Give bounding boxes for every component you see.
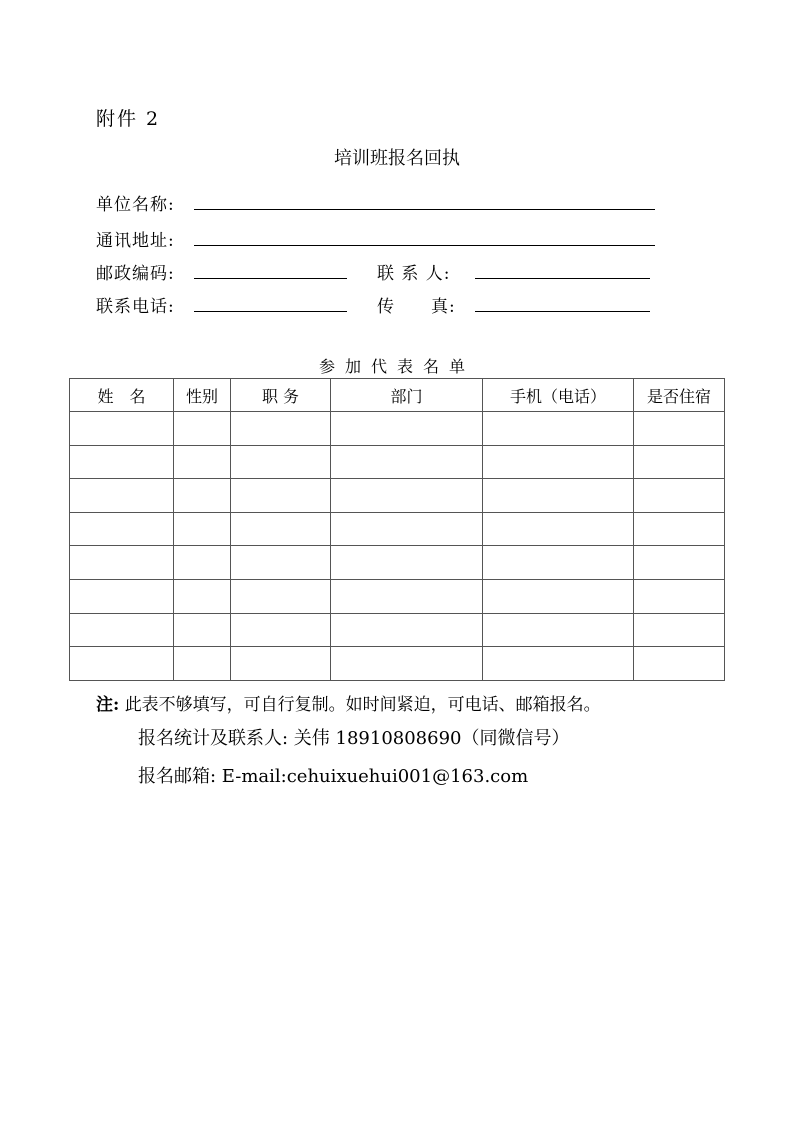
table-cell[interactable] [231, 647, 331, 681]
note-prefix: 注: [96, 695, 120, 715]
table-cell[interactable] [483, 613, 634, 647]
table-cell[interactable] [174, 613, 231, 647]
roster-title: 参加代表名单 [318, 357, 475, 376]
table-cell[interactable] [634, 613, 725, 647]
unit-name-label: 单位名称: [96, 195, 175, 215]
table-cell[interactable] [331, 412, 483, 446]
table-row [70, 445, 725, 479]
table-cell[interactable] [231, 479, 331, 513]
table-cell[interactable] [331, 546, 483, 580]
note-text: 此表不够填写，可自行复制。如时间紧迫，可电话、邮箱报名。 [124, 695, 601, 715]
header-lodging: 是否住宿 [634, 379, 725, 412]
table-row [70, 546, 725, 580]
address-label: 通讯地址: [96, 231, 175, 251]
table-cell[interactable] [483, 579, 634, 613]
table-cell[interactable] [174, 479, 231, 513]
header-gender: 性别 [174, 379, 231, 412]
table-cell[interactable] [174, 546, 231, 580]
table-cell[interactable] [231, 546, 331, 580]
header-phone: 手机（电话） [483, 379, 634, 412]
page-title: 培训班报名回执 [334, 148, 460, 169]
header-position: 职 务 [231, 379, 331, 412]
table-cell[interactable] [70, 613, 174, 647]
table-cell[interactable] [634, 579, 725, 613]
table-cell[interactable] [483, 479, 634, 513]
attachment-label: 附件 2 [96, 108, 161, 130]
table-cell[interactable] [70, 546, 174, 580]
table-header-row [70, 379, 725, 412]
phone-field[interactable] [194, 311, 347, 312]
table-cell[interactable] [483, 647, 634, 681]
unit-name-field[interactable] [194, 209, 655, 210]
fax-field[interactable] [475, 311, 650, 312]
table-cell[interactable] [231, 613, 331, 647]
table-cell[interactable] [634, 445, 725, 479]
table-cell[interactable] [331, 579, 483, 613]
table-cell[interactable] [634, 546, 725, 580]
postcode-field[interactable] [194, 278, 347, 279]
address-field[interactable] [194, 245, 655, 246]
table-cell[interactable] [634, 412, 725, 446]
table-cell[interactable] [70, 647, 174, 681]
table-row [70, 412, 725, 446]
phone-label: 联系电话: [96, 297, 175, 317]
table-cell[interactable] [174, 579, 231, 613]
table-row [70, 579, 725, 613]
table-cell[interactable] [331, 479, 483, 513]
fax-label: 传 真: [377, 297, 456, 317]
table-cell[interactable] [331, 445, 483, 479]
table-cell[interactable] [70, 445, 174, 479]
table-cell[interactable] [231, 579, 331, 613]
header-department: 部门 [331, 379, 483, 412]
table-cell[interactable] [331, 647, 483, 681]
table-row [70, 647, 725, 681]
note [96, 690, 601, 715]
table-cell[interactable] [70, 579, 174, 613]
table-cell[interactable] [483, 512, 634, 546]
table-row [70, 613, 725, 647]
table-cell[interactable] [331, 613, 483, 647]
contact-email-line: 报名邮箱: E-mail:cehuixuehui001@163.com [138, 766, 529, 787]
table-cell[interactable] [483, 546, 634, 580]
table-cell[interactable] [231, 412, 331, 446]
table-cell[interactable] [70, 479, 174, 513]
header-name: 姓 名 [70, 379, 174, 412]
contact-stats-line: 报名统计及联系人: 关伟 18910808690（同微信号） [138, 728, 570, 749]
postcode-label: 邮政编码: [96, 264, 175, 284]
table-cell[interactable] [174, 445, 231, 479]
table-cell[interactable] [70, 512, 174, 546]
table-cell[interactable] [483, 445, 634, 479]
table-cell[interactable] [331, 512, 483, 546]
table-cell[interactable] [174, 647, 231, 681]
table-cell[interactable] [483, 412, 634, 446]
table-cell[interactable] [174, 512, 231, 546]
contact-person-label: 联 系 人: [377, 264, 451, 284]
table-cell[interactable] [231, 512, 331, 546]
table-row [70, 512, 725, 546]
table-cell[interactable] [634, 647, 725, 681]
contact-person-field[interactable] [475, 278, 650, 279]
roster-table [69, 378, 725, 681]
table-cell[interactable] [231, 445, 331, 479]
table-cell[interactable] [70, 412, 174, 446]
table-cell[interactable] [634, 479, 725, 513]
table-cell[interactable] [634, 512, 725, 546]
table-row [70, 479, 725, 513]
table-cell[interactable] [174, 412, 231, 446]
